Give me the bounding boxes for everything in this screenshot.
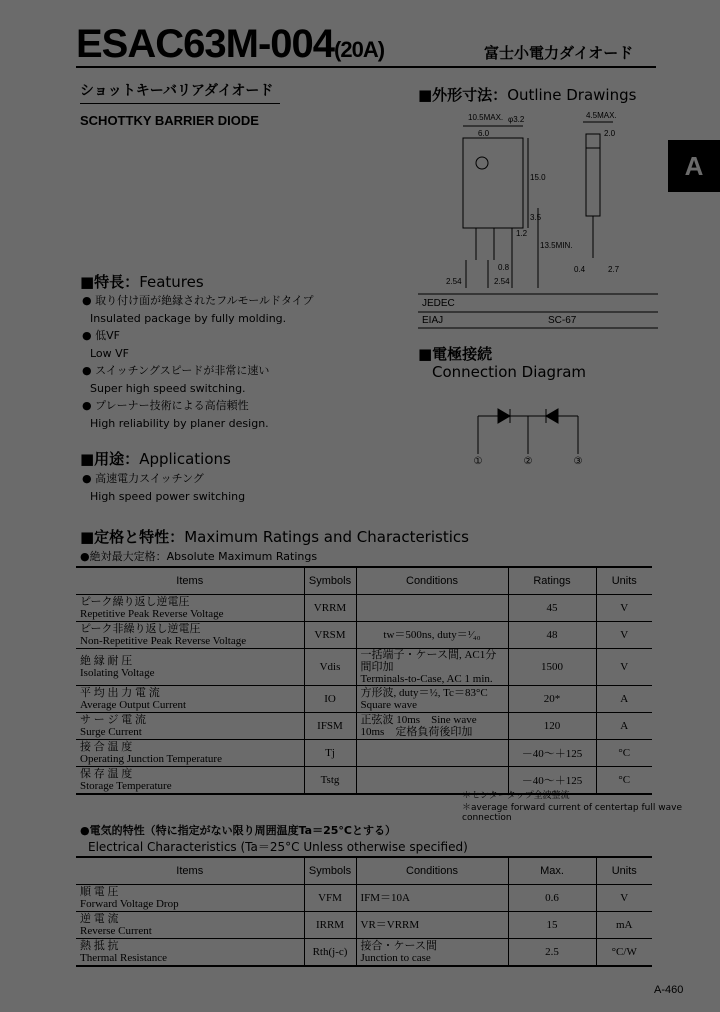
table-row: 順 電 圧 Forward Voltage Drop VFM IFM＝10A 0.6 V xyxy=(76,885,652,912)
features-list xyxy=(82,292,313,432)
jedec-label: JEDEC xyxy=(422,298,455,309)
dim-thick: 2.0 xyxy=(604,129,616,138)
outline-drawing xyxy=(418,108,658,330)
table-row: ピーク非繰り返し逆電圧 Non-Repetitive Peak Reverse Voltage VRSM tw＝500ns, duty＝¹⁄₄₀ 48 V xyxy=(76,622,652,649)
feature-en: Insulated package by fully molding. xyxy=(90,311,287,325)
abs-ratings-title: ●絶対最大定格：Absolute Maximum Ratings xyxy=(80,550,318,563)
device-name-en: SCHOTTKY BARRIER DIODE xyxy=(80,113,259,128)
current-rating: (20A) xyxy=(334,37,385,62)
connection-diagram xyxy=(460,400,600,470)
feature-jp: ● 取り付け面が絶縁されたフルモールドタイプ xyxy=(82,294,314,307)
ratings-note-en: ＊average forward current of centertap full wave connection xyxy=(462,803,682,823)
feature-en: Super high speed switching. xyxy=(90,381,246,395)
dim-tab: 6.0 xyxy=(478,129,490,138)
dim-lead-width: 1.2 xyxy=(516,229,528,238)
dim-lead-length: 13.5MIN. xyxy=(540,241,573,250)
dim-hole: φ3.2 xyxy=(508,115,525,124)
table-row: 絶 縁 耐 圧 Isolating Voltage Vdis 一括端子・ケース間, AC1分間印加 Terminals-to-Case, AC 1 min. 1500 V xyxy=(76,649,652,686)
ratings-title: ■定格と特性：Maximum Ratings and Characteristics xyxy=(80,528,469,546)
pin-2: ② xyxy=(523,456,533,467)
table-row: 逆 電 流 Reverse Current IRRM VR＝VRRM 15 mA xyxy=(76,912,652,939)
table-row: サ ー ジ 電 流 Surge Current IFSM 正弦波 10ms Sine wave 10ms 定格負荷後印加 120 A xyxy=(76,713,652,740)
section-tab: A xyxy=(668,140,720,192)
dim-pitch2: 2.54 xyxy=(494,277,510,286)
dim-side-lead: 0.4 xyxy=(574,265,586,274)
page-number: A-460 xyxy=(654,984,684,996)
part-number: ESAC63M-004 xyxy=(76,22,335,66)
feature-jp: ● スイッチングスピードが非常に速い xyxy=(82,364,270,377)
dim-depth: 4.5MAX. xyxy=(586,111,617,120)
pin-3: ③ xyxy=(573,456,583,467)
feature-en: High reliability by planer design. xyxy=(90,416,269,430)
abs-max-ratings-table xyxy=(76,566,652,795)
table-row: 保 存 温 度 Storage Temperature Tstg －40～＋125 °C xyxy=(76,767,652,794)
eiaj-label: EIAJ xyxy=(422,315,444,326)
features-title: ■特長：Features xyxy=(80,273,204,291)
dim-width: 10.5MAX. xyxy=(468,113,504,122)
applications-list xyxy=(82,470,245,505)
table-row: 接 合 温 度 Operating Junction Temperature Tj －40～＋125 °C xyxy=(76,740,652,767)
connection-title-en: Connection Diagram xyxy=(432,363,587,381)
table-row: 平 均 出 力 電 流 Average Output Current IO 方形波, duty＝½, Tc＝83°C Square wave 20* A xyxy=(76,686,652,713)
outline-title: ■外形寸法：Outline Drawings xyxy=(418,86,637,104)
electrical-table xyxy=(76,856,652,967)
dim-height: 15.0 xyxy=(530,173,546,182)
connection-title-jp: ■電極接続 xyxy=(418,345,493,363)
eiaj-value: SC-67 xyxy=(548,315,577,326)
device-name-rule xyxy=(80,103,280,104)
device-name-jp: ショットキーバリアダイオード xyxy=(80,83,274,99)
ratings-note-jp: ＊センタータップ全波整流 xyxy=(462,791,570,801)
table-row: 熱 抵 抗 Thermal Resistance Rth(j-c) 接合・ケース間 Junction to case 2.5 °C/W xyxy=(76,939,652,966)
pin-1: ① xyxy=(473,456,483,467)
table-header: Items Symbols Conditions Ratings Units xyxy=(76,567,652,595)
application-jp: ● 高速電力スイッチング xyxy=(82,472,204,485)
dim-leg: 3.5 xyxy=(530,213,542,222)
dim-side-offset: 2.7 xyxy=(608,265,620,274)
product-category: 富士小電力ダイオード xyxy=(484,44,634,62)
dim-lead-thick: 0.8 xyxy=(498,263,510,272)
part-number-title xyxy=(76,22,384,67)
table-header: Items Symbols Conditions Max. Units xyxy=(76,857,652,885)
dim-pitch1: 2.54 xyxy=(446,277,462,286)
applications-title: ■用途：Applications xyxy=(80,450,231,468)
feature-jp: ● 低VF xyxy=(82,329,120,342)
title-rule xyxy=(76,66,656,68)
feature-jp: ● プレーナー技術による高信頼性 xyxy=(82,399,249,412)
application-en: High speed power switching xyxy=(90,489,246,503)
electrical-title-jp: ●電気的特性（特に指定がない限り周囲温度Ta＝25°Cとする） xyxy=(80,824,396,837)
table-row: ピーク繰り返し逆電圧 Repetitive Peak Reverse Voltage VRRM 45 V xyxy=(76,595,652,622)
feature-en: Low VF xyxy=(90,346,130,360)
electrical-title-en: Electrical Characteristics (Ta＝25°C Unless otherwise specified) xyxy=(88,840,468,854)
